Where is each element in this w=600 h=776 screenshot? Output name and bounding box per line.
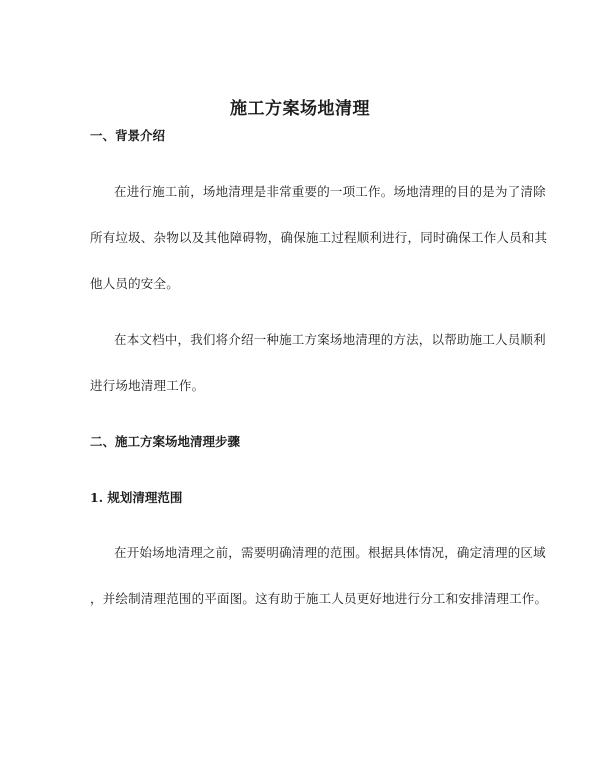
- paragraph-line: 在本文档中，我们将介绍一种施工方案场地清理的方法，以帮助施工人员顺利: [114, 332, 546, 347]
- paragraph-line: ，并绘制清理范围的平面图。这有助于施工人员更好地进行分工和安排清理工作。: [90, 591, 548, 606]
- section-heading-steps: 二、施工方案场地清理步骤: [90, 434, 241, 449]
- page-title: 施工方案场地清理: [230, 99, 370, 119]
- subsection-heading-plan-scope: 1. 规划清理范围: [90, 490, 183, 505]
- paragraph-line: 进行场地清理工作。: [90, 378, 205, 393]
- paragraph-line: 在开始场地清理之前，需要明确清理的范围。根据具体情况，确定清理的区域: [114, 545, 546, 560]
- paragraph-line: 在进行施工前，场地清理是非常重要的一项工作。场地清理的目的是为了清除: [114, 184, 546, 199]
- paragraph-line: 他人员的安全。: [90, 276, 179, 291]
- section-heading-background: 一、背景介绍: [90, 128, 166, 143]
- paragraph-line: 所有垃圾、杂物以及其他障碍物，确保施工过程顺利进行，同时确保工作人员和其: [90, 230, 548, 245]
